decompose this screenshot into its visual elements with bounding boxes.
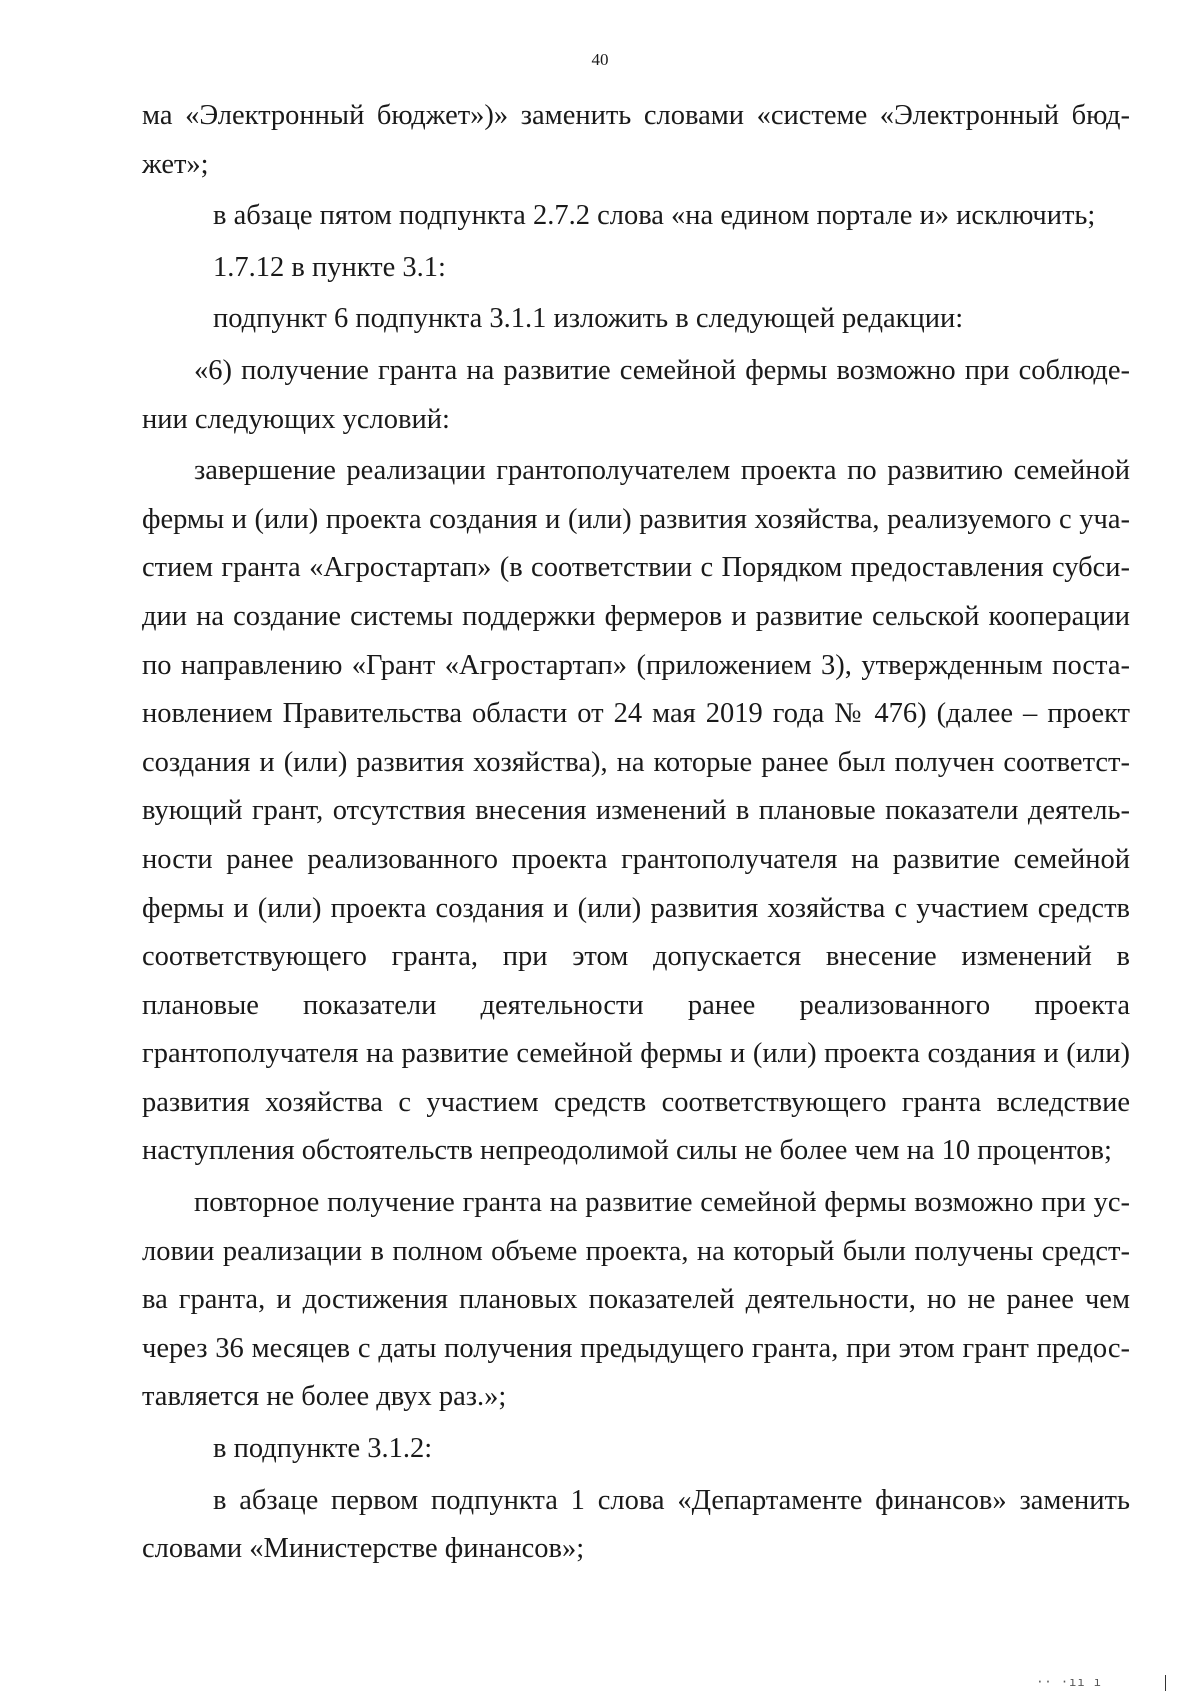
paragraph: ма «Электронный бюджет»)» заменить словами «системе «Электронный бюджет»; (142, 100, 1130, 180)
paragraph: подпункт 6 подпункта 3.1.1 изложить в следующей редакции: (213, 303, 964, 335)
scan-artifact-tick (1165, 1675, 1166, 1691)
paragraph: завершение реализации грантополучателем проекта по развитию семейной фермы и (или) проекта создания и (или) развития хозяйства, реализуемого с участием гранта «Агростартап» (в соответствии с Порядком предоставления субсидии на создание системы поддержки фермеров и развитие сельской кооперации по направлению «Грант «Агростартап» (приложением 3), утвержденным постановлением Правительства области от 24 мая 2019 года № 476) (далее – проект создания и (или) развития хозяйства), на которые ранее был получен соответствующий грант, отсутствия внесения изменений в плановые показатели деятельности ранее реализованного проекта грантополучателя на развитие семейной фермы и (или) проекта создания и (или) развития хозяйства с участием средств соответствующего гранта, при этом допускается внесение изменений в плановые показатели деятельности ранее реализованного проекта грантополучателя на развитие семейной фермы и (или) проекта создания и (или) развития хозяйства с участием средств соответствующего гранта вследствие наступления обстоятельств непреодолимой силы не более чем на 10 процентов; (142, 455, 1130, 1167)
paragraph: в подпункте 3.1.2: (213, 1433, 433, 1465)
paragraph: повторное получение гранта на развитие семейной фермы возможно при условии реализации в полном объеме проекта, на который были получены средства гранта, и достижения плановых показателей деятельности, но не ранее чем через 36 месяцев с даты получения предыдущего гранта, при этом грант предоставляется не более двух раз.»; (142, 1187, 1130, 1413)
paragraph: 1.7.12 в пункте 3.1: (213, 251, 446, 283)
paragraph: в абзаце пятом подпункта 2.7.2 слова «на едином портале и» исключить; (213, 200, 1096, 232)
document-body (142, 92, 1130, 1574)
scan-artifact-mark: ·· ·ıı ı (1036, 1675, 1102, 1689)
paragraph: «6) получение гранта на развитие семейной фермы возможно при соблюдении следующих условий: (142, 354, 1130, 435)
page-number: 40 (591, 50, 609, 69)
paragraph: в абзаце первом подпункта 1 слова «Департаменте финансов» заменить словами «Министерстве финансов»; (142, 1484, 1130, 1565)
